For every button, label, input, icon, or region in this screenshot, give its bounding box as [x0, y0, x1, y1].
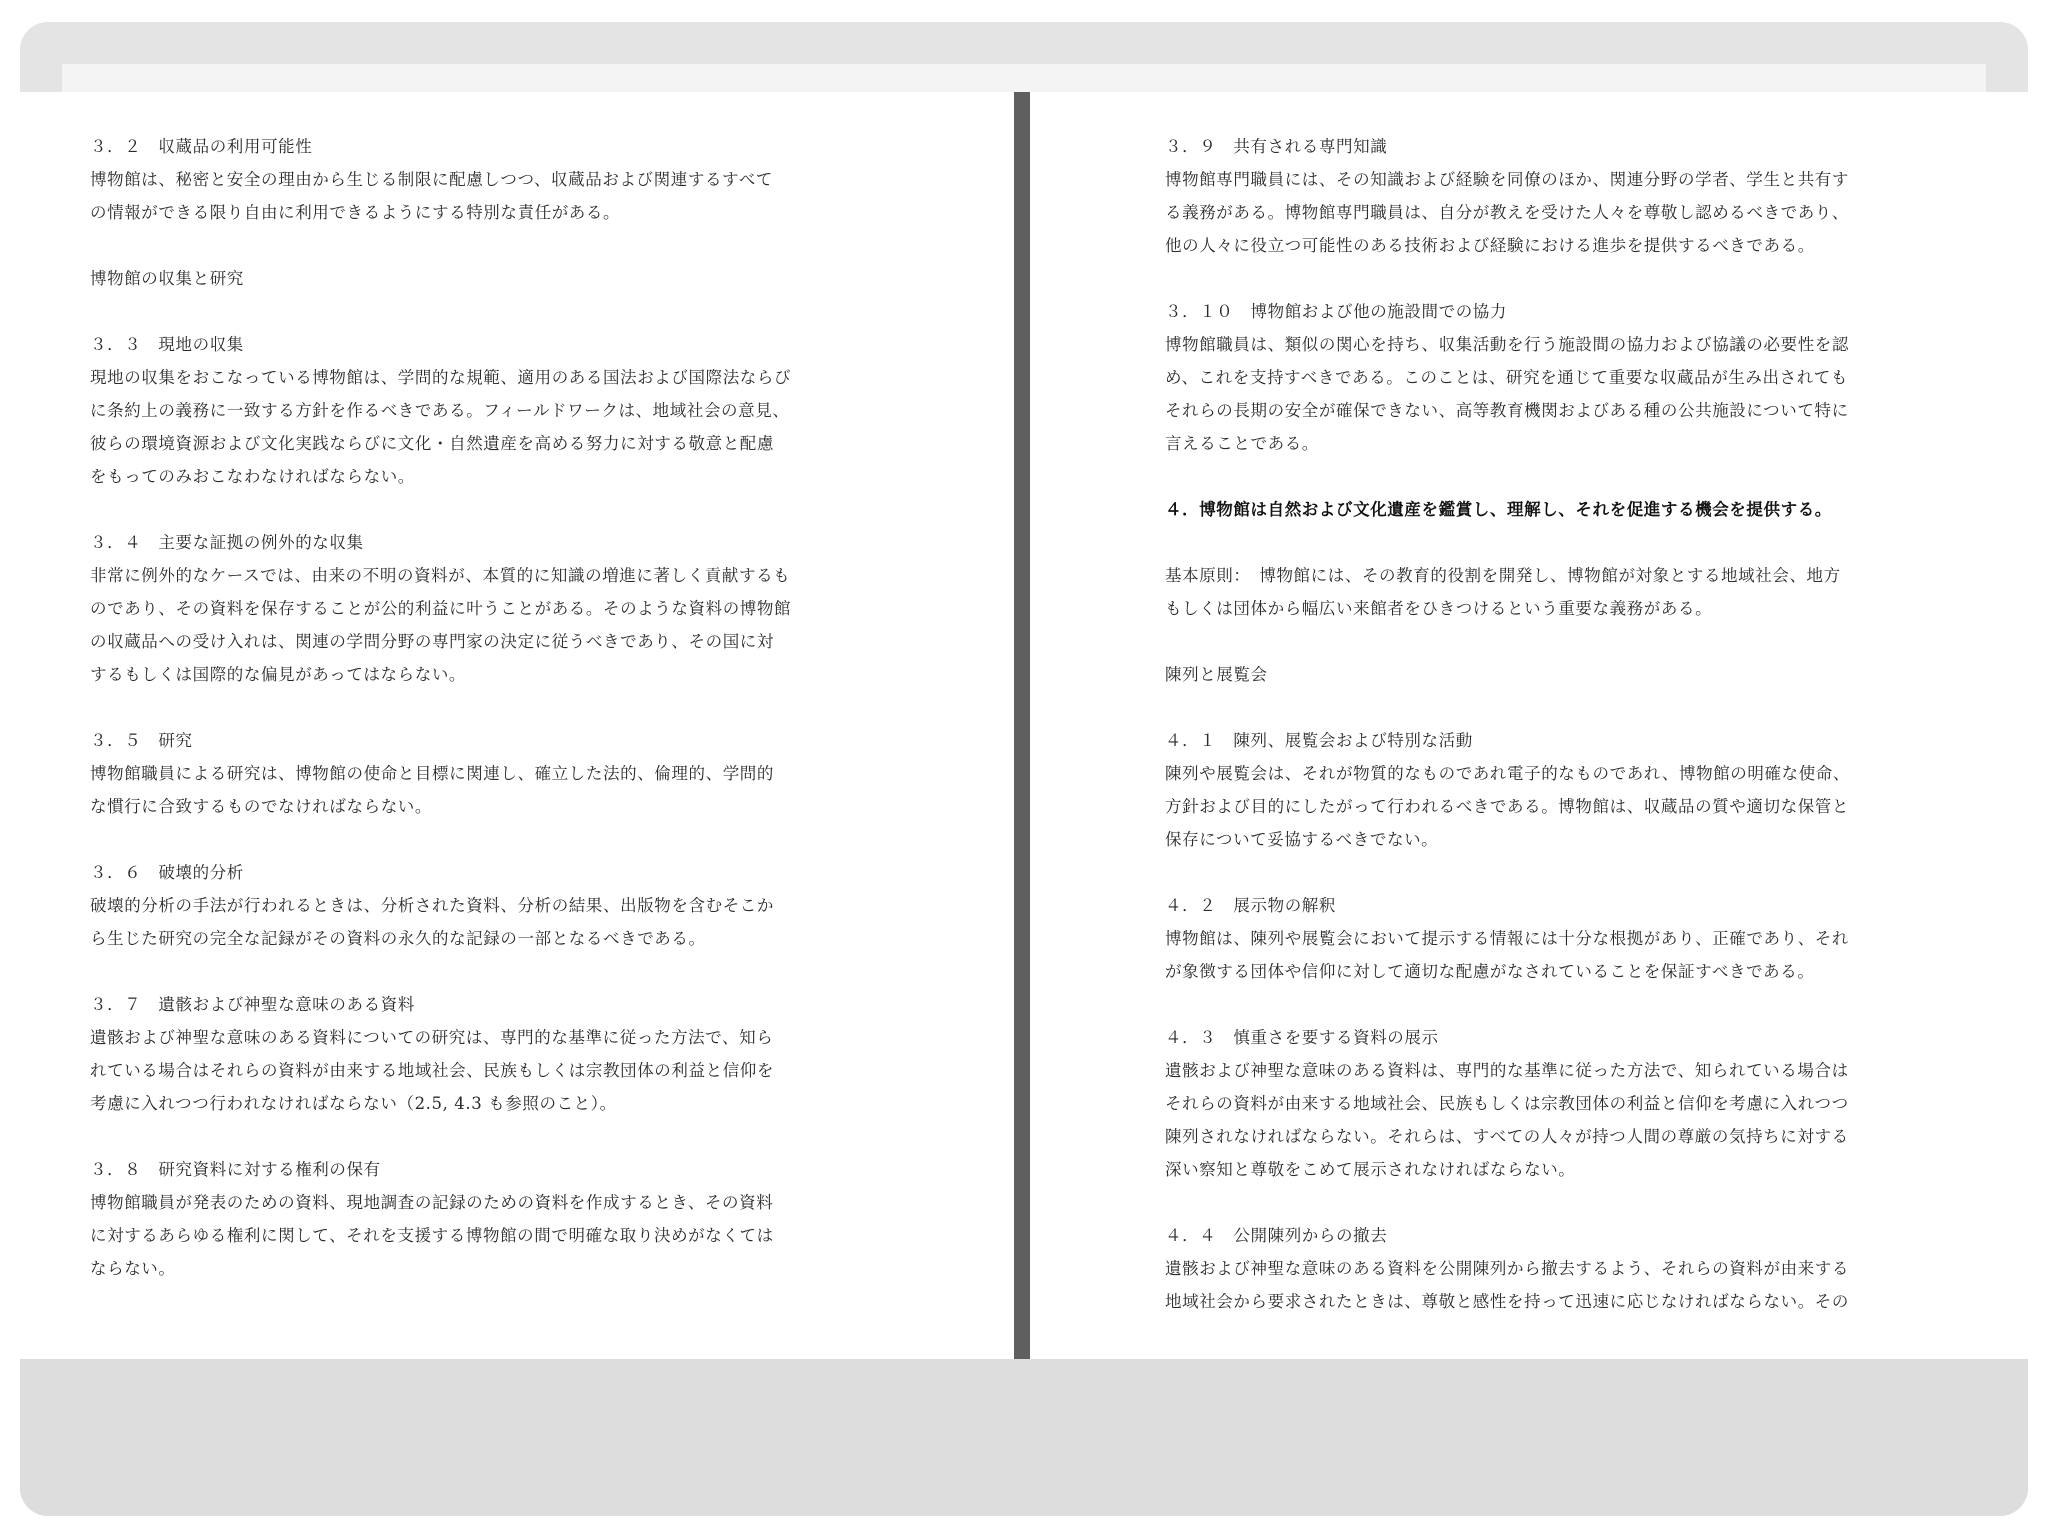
body-text-line: れている場合はそれらの資料が由来する地域社会、民族もしくは宗教団体の利益と信仰を — [90, 1061, 774, 1080]
section-block — [1165, 130, 1958, 262]
section-block — [1165, 1021, 1958, 1186]
body-text-line: の情報ができる限り自由に利用できるようにする特別な責任がある。 — [90, 203, 621, 222]
body-text-line: 博物館は、秘密と安全の理由から生じる制限に配慮しつつ、収蔵品および関連するすべて — [90, 170, 774, 189]
body-text-line: 博物館専門職員には、その知識および経験を同僚のほか、関連分野の学者、学生と共有す — [1165, 170, 1849, 189]
section-heading: ４．博物館は自然および文化遺産を鑑賞し、理解し、それを促進する機会を提供する。 — [1165, 500, 1832, 519]
section-block — [1165, 724, 1958, 856]
body-text-line: 言えることである。 — [1165, 434, 1319, 453]
body-text-line: をもってのみおこなわなければならない。 — [90, 467, 415, 486]
section-block — [90, 1153, 884, 1285]
body-text-line: 遺骸および神聖な意味のある資料は、専門的な基準に従った方法で、知られている場合は — [1165, 1061, 1849, 1080]
body-text-line: するもしくは国際的な偏見があってはならない。 — [90, 665, 467, 684]
body-text-line: 破壊的分析の手法が行われるときは、分析された資料、分析の結果、出版物を含むそこか — [90, 896, 774, 915]
body-text-line: それらの資料が由来する地域社会、民族もしくは宗教団体の利益と信仰を考慮に入れつつ — [1165, 1094, 1849, 1113]
section-block — [1165, 295, 1958, 460]
body-text-line: 考慮に入れつつ行われなければならない（2.5, 4.3 も参照のこと）。 — [90, 1094, 617, 1113]
slide-frame — [20, 22, 2028, 1516]
section-block — [1165, 559, 1958, 625]
section-heading: ３．２ 収蔵品の利用可能性 — [90, 137, 313, 156]
section-heading: ３．１０ 博物館および他の施設間での協力 — [1165, 302, 1507, 321]
body-text-line: 他の人々に役立つ可能性のある技術および経験における進歩を提供するべきである。 — [1165, 236, 1815, 255]
body-text-line: 彼らの環境資源および文化実践ならびに文化・自然遺産を高める努力に対する敬意と配慮 — [90, 434, 774, 453]
body-text-line: 非常に例外的なケースでは、由来の不明の資料が、本質的に知識の増進に著しく貢献するも — [90, 566, 791, 585]
body-text-line: 陳列されなければならない。それらは、すべての人々が持つ人間の尊厳の気持ちに対する — [1165, 1127, 1849, 1146]
slide-bottom-band — [20, 1359, 2028, 1516]
section-heading: ３．９ 共有される専門知識 — [1165, 137, 1388, 156]
body-text-line: 博物館職員は、類似の関心を持ち、収集活動を行う施設間の協力および協議の必要性を認 — [1165, 335, 1849, 354]
section-block — [1165, 889, 1958, 988]
body-text-line: 博物館は、陳列や展覧会において提示する情報には十分な根拠があり、正確であり、それ — [1165, 929, 1849, 948]
page-divider — [1014, 92, 1030, 1359]
section-heading: ３．７ 遺骸および神聖な意味のある資料 — [90, 995, 415, 1014]
body-text-line: のであり、その資料を保存することが公的利益に叶うことがある。そのような資料の博物館 — [90, 599, 792, 618]
body-text-line: 現地の収集をおこなっている博物館は、学問的な規範、適用のある国法および国際法ならび — [90, 368, 792, 387]
section-heading: ４．２ 展示物の解釈 — [1165, 896, 1336, 915]
section-heading: 陳列と展覧会 — [1165, 665, 1268, 684]
body-text-line: ら生じた研究の完全な記録がその資料の永久的な記録の一部となるべきである。 — [90, 929, 706, 948]
section-heading: ３．６ 破壊的分析 — [90, 863, 244, 882]
body-text-line: の収蔵品への受け入れは、関連の学問分野の専門家の決定に従うべきであり、その国に対 — [90, 632, 774, 651]
body-text-line: め、これを支持すべきである。このことは、研究を通じて重要な収蔵品が生み出されても — [1165, 368, 1849, 387]
section-block — [1165, 493, 1958, 526]
body-text-line: 地域社会から要求されたときは、尊敬と感性を持って迅速に応じなければならない。その — [1165, 1292, 1849, 1311]
section-block — [90, 328, 884, 493]
section-heading: 博物館の収集と研究 — [90, 269, 244, 288]
body-text-line: 博物館職員による研究は、博物館の使命と目標に関連し、確立した法的、倫理的、学問的 — [90, 764, 774, 783]
section-block — [90, 724, 884, 823]
section-block — [90, 526, 884, 691]
section-block — [1165, 658, 1958, 691]
section-heading: ３．４ 主要な証拠の例外的な収集 — [90, 533, 364, 552]
body-text-line: 博物館職員が発表のための資料、現地調査の記録のための資料を作成するとき、その資料 — [90, 1193, 774, 1212]
section-block — [90, 262, 884, 295]
section-block — [90, 130, 884, 229]
body-text-line: 方針および目的にしたがって行われるべきである。博物館は、収蔵品の質や適切な保管と — [1165, 797, 1849, 816]
section-block — [90, 856, 884, 955]
section-heading: ４．４ 公開陳列からの撤去 — [1165, 1226, 1388, 1245]
body-text-line: 深い察知と尊敬をこめて展示されなければならない。 — [1165, 1160, 1576, 1179]
body-text-line: 保存について妥協するべきでない。 — [1165, 830, 1439, 849]
section-heading: ３．５ 研究 — [90, 731, 193, 750]
body-text-line: 陳列や展覧会は、それが物質的なものであれ電子的なものであれ、博物館の明確な使命、 — [1165, 764, 1850, 783]
body-text-line: 遺骸および神聖な意味のある資料についての研究は、専門的な基準に従った方法で、知ら — [90, 1028, 774, 1047]
body-text-line: それらの長期の安全が確保できない、高等教育機関およびある種の公共施設について特に — [1165, 401, 1849, 420]
body-text-line: る義務がある。博物館専門職員は、自分が教えを受けた人々を尊敬し認めるべきであり、 — [1165, 203, 1849, 222]
section-heading: ３．３ 現地の収集 — [90, 335, 244, 354]
body-text-line: に条約上の義務に一致する方針を作るべきである。フィールドワークは、地域社会の意見、 — [90, 401, 790, 420]
body-text-line: な慣行に合致するものでなければならない。 — [90, 797, 432, 816]
section-heading: ４．１ 陳列、展覧会および特別な活動 — [1165, 731, 1473, 750]
body-text-line: が象徴する団体や信仰に対して適切な配慮がなされていることを保証すべきである。 — [1165, 962, 1815, 981]
body-text-line: に対するあらゆる権利に関して、それを支援する博物館の間で明確な取り決めがなくては — [90, 1226, 774, 1245]
section-heading: ３．８ 研究資料に対する権利の保有 — [90, 1160, 381, 1179]
body-text-line: もしくは団体から幅広い来館者をひきつけるという重要な義務がある。 — [1165, 599, 1713, 618]
body-text-line: 遺骸および神聖な意味のある資料を公開陳列から撤去するよう、それらの資料が由来する — [1165, 1259, 1849, 1278]
left-page — [20, 92, 1014, 1359]
section-block — [90, 988, 884, 1120]
right-page — [1030, 92, 2028, 1359]
section-block — [1165, 1219, 1958, 1318]
body-text-line: 基本原則： 博物館には、その教育的役割を開発し、博物館が対象とする地域社会、地方 — [1165, 566, 1841, 585]
body-text-line: ならない。 — [90, 1259, 176, 1278]
section-heading: ４．３ 慎重さを要する資料の展示 — [1165, 1028, 1439, 1047]
